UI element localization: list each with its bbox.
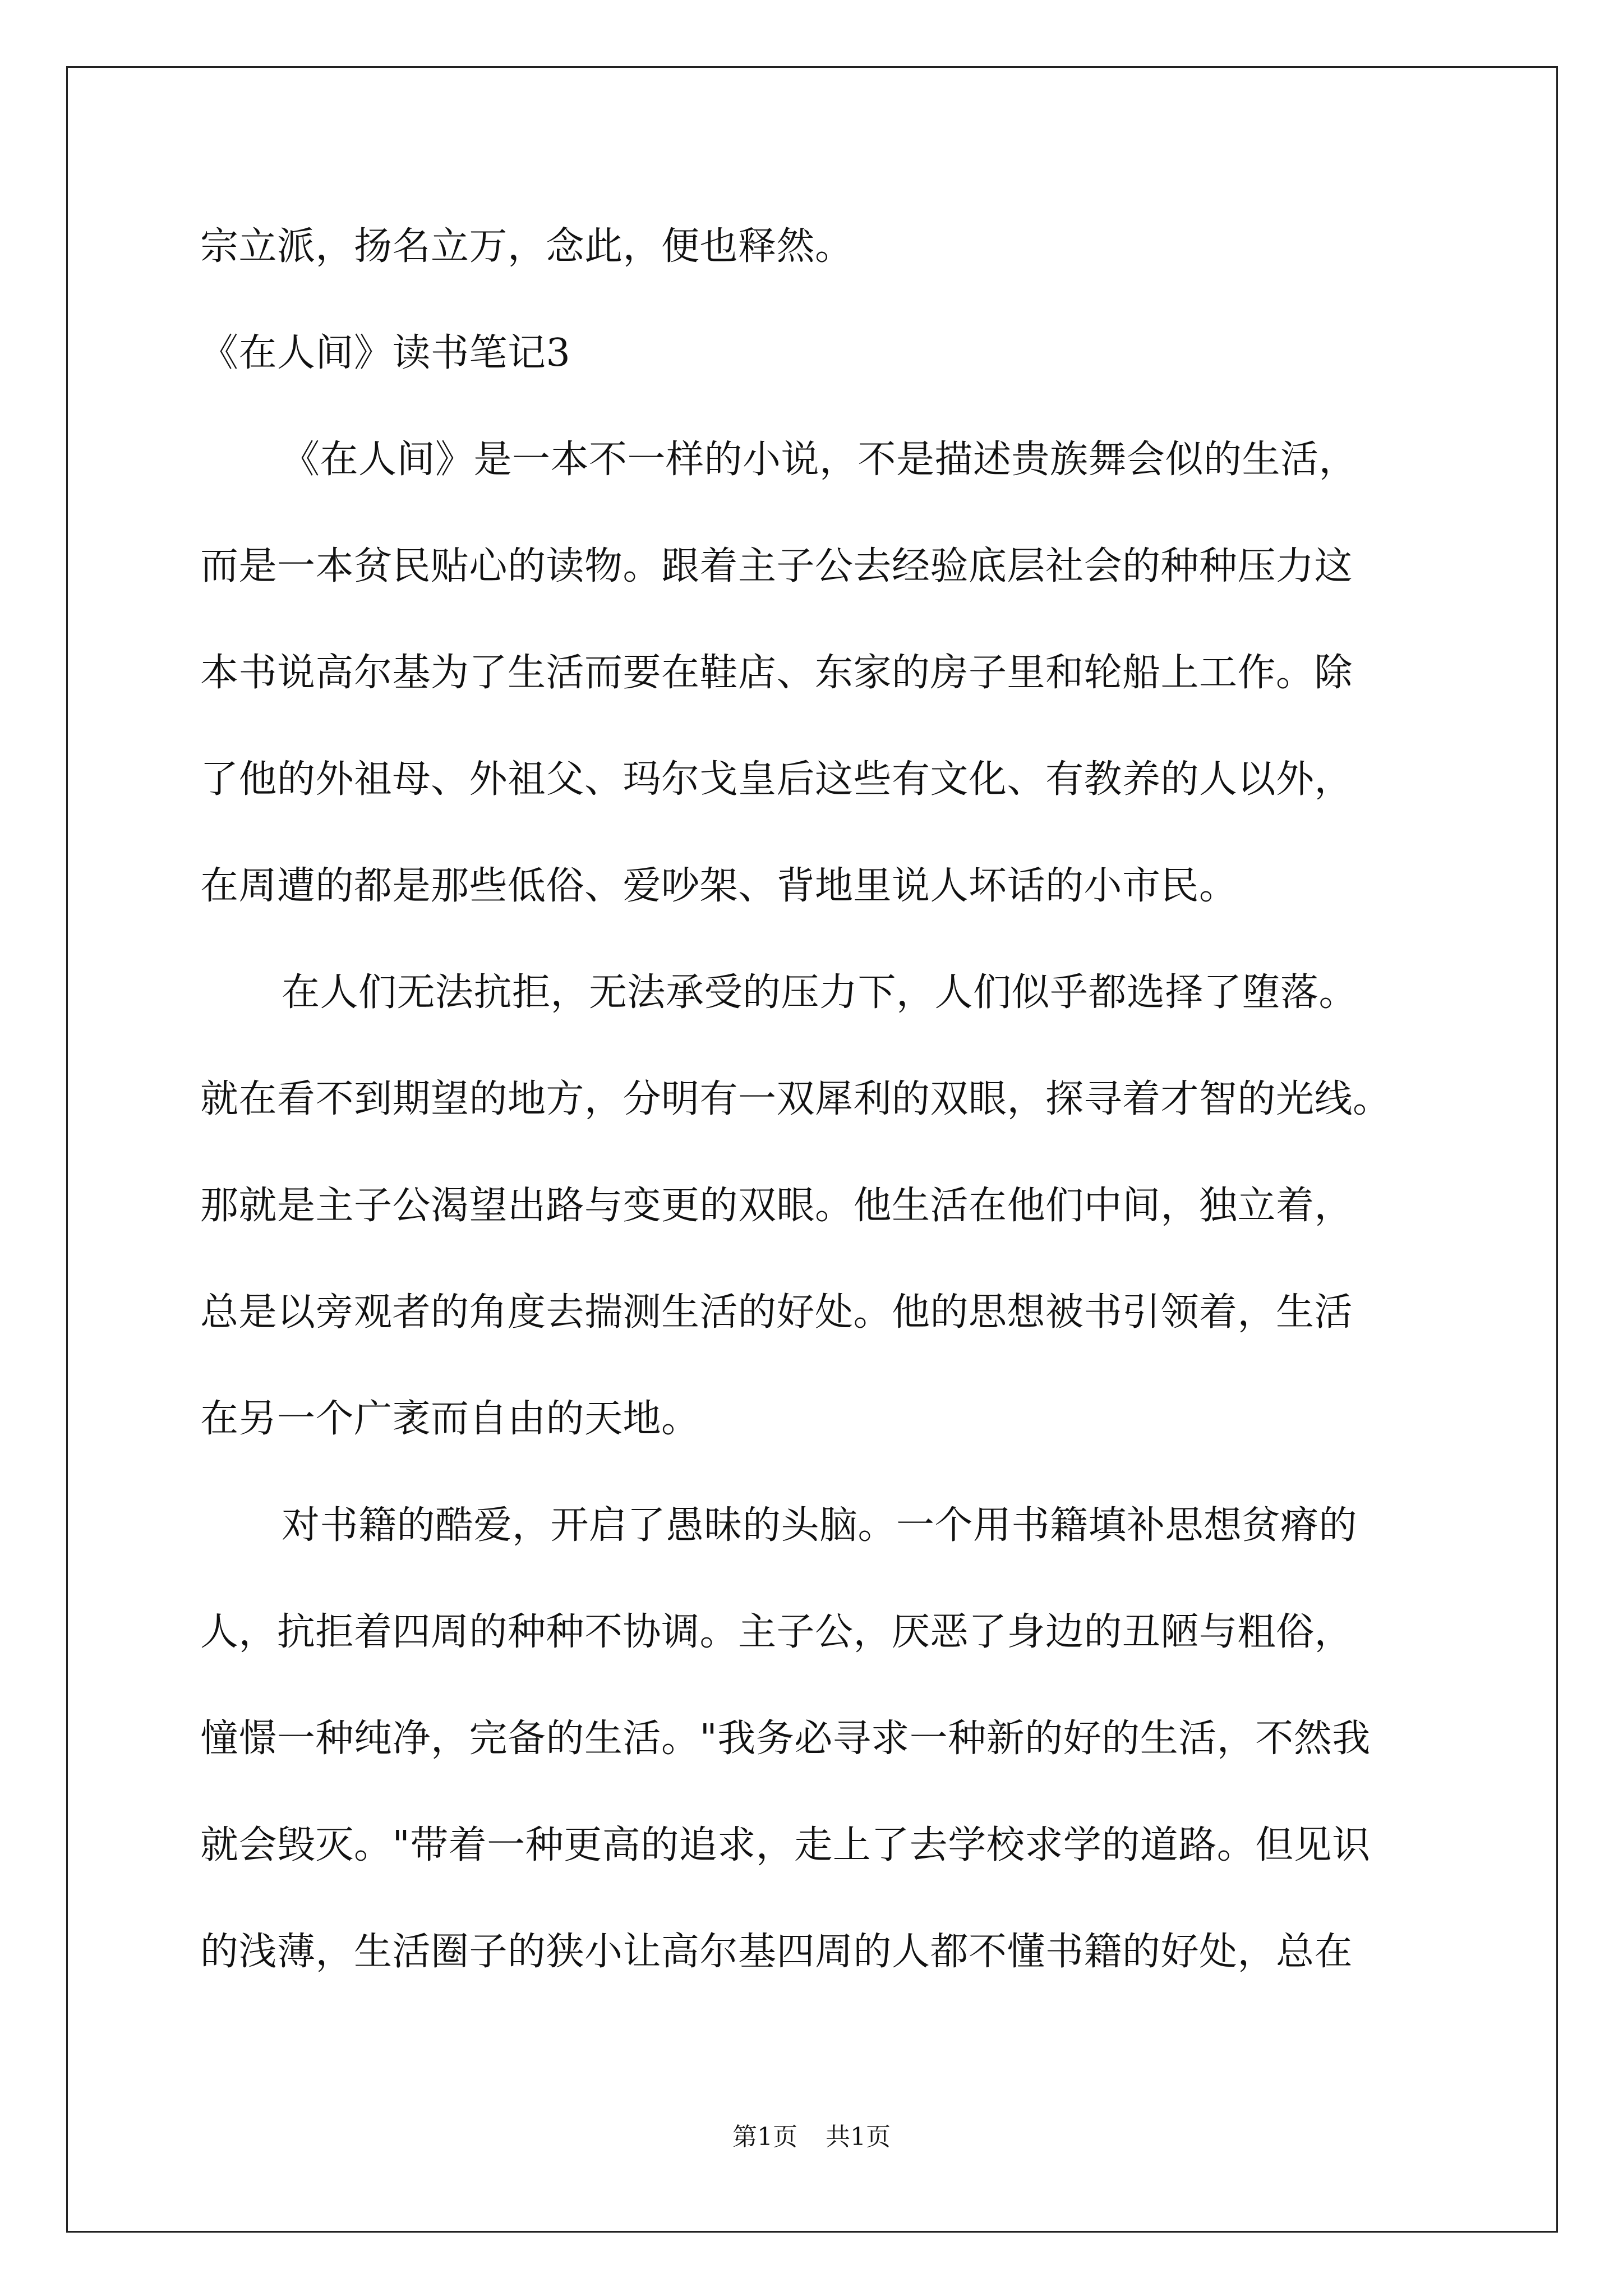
paragraph-3-line-3: 憧憬一种纯净，完备的生活。"我务必寻求一种新的好的生活，不然我 (200, 1717, 1371, 1761)
paragraph-1-line-5: 在周遭的都是那些低俗、爱吵架、背地里说人坏话的小市民。 (200, 864, 1238, 908)
paragraph-2-line-2: 就在看不到期望的地方，分明有一双犀利的双眼，探寻着才智的光线。 (200, 1077, 1391, 1121)
section-title: 《在人间》读书笔记3 (200, 331, 571, 375)
page-number: 第1页 (732, 2123, 797, 2151)
page-footer (0, 2120, 1623, 2154)
page-total: 共1页 (826, 2123, 891, 2151)
paragraph-1-line-4: 了他的外祖母、外祖父、玛尔戈皇后这些有文化、有教养的人以外， (200, 757, 1353, 802)
paragraph-1-line-3: 本书说高尔基为了生活而要在鞋店、东家的房子里和轮船上工作。除 (200, 651, 1353, 695)
paragraph-2-line-1: 在人们无法抗拒，无法承受的压力下，人们似乎都选择了堕落。 (282, 970, 1358, 1015)
paragraph-3-line-2: 人，抗拒着四周的种种不协调。主子公，厌恶了身边的丑陋与粗俗， (200, 1610, 1353, 1654)
paragraph-1-line-2: 而是一本贫民贴心的读物。跟着主子公去经验底层社会的种种压力这 (200, 544, 1353, 588)
paragraph-2-line-3: 那就是主子公渴望出路与变更的双眼。他生活在他们中间，独立着， (200, 1184, 1353, 1228)
page-border (66, 66, 1558, 2233)
continuation-line: 宗立派，扬名立万，念此，便也释然。 (200, 224, 854, 269)
paragraph-3-line-4: 就会毁灭。"带着一种更高的追求，走上了去学校求学的道路。但见识 (200, 1823, 1371, 1867)
paragraph-2-line-5: 在另一个广袤而自由的天地。 (200, 1397, 700, 1441)
paragraph-1-line-1: 《在人间》是一本不一样的小说，不是描述贵族舞会似的生活， (282, 438, 1358, 482)
paragraph-3-line-5: 的浅薄，生活圈子的狭小让高尔基四周的人都不懂书籍的好处，总在 (200, 1930, 1353, 1974)
paragraph-2-line-4: 总是以旁观者的角度去揣测生活的好处。他的思想被书引领着，生活 (200, 1290, 1353, 1335)
paragraph-3-line-1: 对书籍的酷爱，开启了愚昧的头脑。一个用书籍填补思想贫瘠的 (282, 1503, 1358, 1548)
